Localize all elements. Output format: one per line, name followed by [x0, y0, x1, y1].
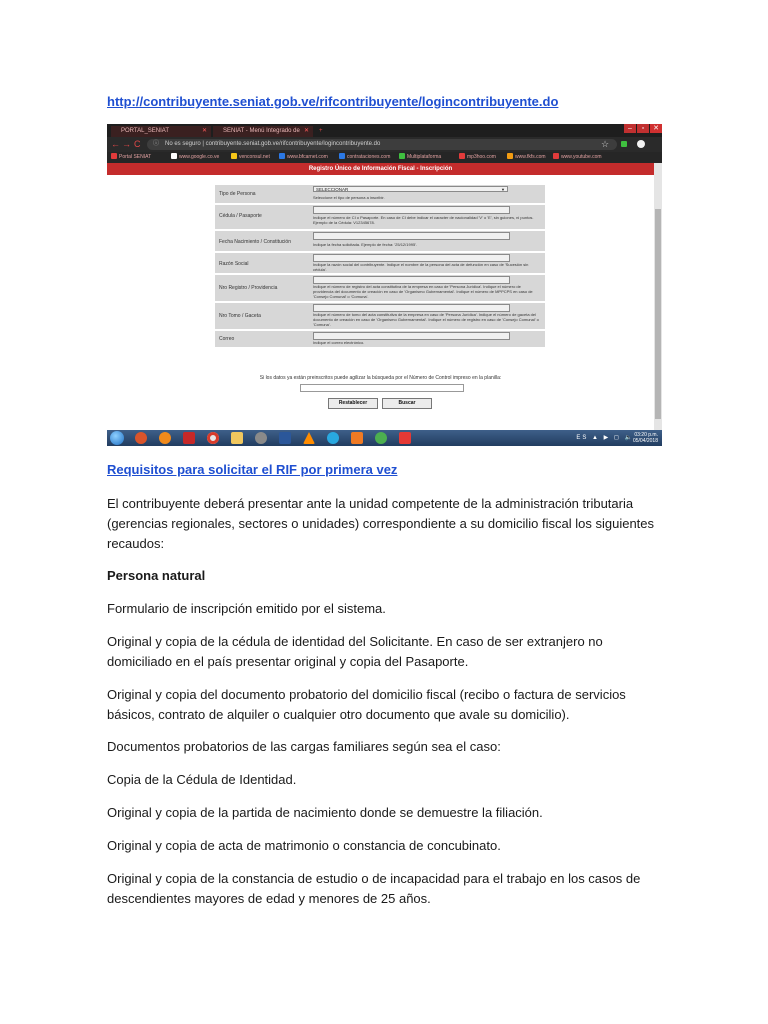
correo-input[interactable] — [313, 332, 510, 340]
bookmark-item[interactable] — [279, 153, 328, 162]
bookmark-label: www.youtube.com — [561, 154, 602, 160]
bookmark-favicon-icon — [111, 153, 117, 159]
tab-close-icon[interactable]: ✕ — [303, 128, 309, 134]
windows-taskbar — [107, 430, 662, 446]
bookmark-label: www.google.co.ve — [179, 154, 220, 160]
address-bar-row — [107, 137, 662, 152]
url-text: No es seguro | contribuyente.seniat.gob.ve/rifcontribuyente/logincontribuyente.do — [165, 141, 381, 147]
form-row-nro-tomo — [215, 303, 545, 329]
requirement-item: Documentos probatorios de las cargas familiares según sea el caso: — [107, 739, 501, 754]
word-icon[interactable] — [279, 432, 291, 444]
form-row-fecha — [215, 231, 545, 251]
bookmark-item[interactable] — [111, 153, 151, 162]
tab-seniat-menu[interactable] — [213, 126, 313, 137]
app-icon[interactable] — [375, 432, 387, 444]
reload-icon[interactable]: C — [134, 139, 141, 149]
back-arrow-icon[interactable]: ← — [111, 139, 120, 149]
forward-arrow-icon[interactable]: → — [122, 139, 131, 149]
fecha-input[interactable] — [313, 232, 510, 240]
bookmark-label: Multiplataforma — [407, 154, 442, 160]
field-label: Correo — [219, 336, 235, 342]
folder-icon[interactable] — [231, 432, 243, 444]
bookmark-favicon-icon — [553, 153, 559, 159]
minimize-button[interactable]: – — [624, 124, 636, 133]
bookmark-favicon-icon — [507, 153, 513, 159]
field-label: Nro Tomo / Gaceta — [219, 313, 261, 319]
control-number-input[interactable] — [300, 384, 464, 392]
system-tray[interactable]: ES ▲ ▶ ◻ 🔈 — [576, 435, 634, 441]
field-label: Nro Registro / Providencia — [219, 285, 278, 291]
app-icon[interactable] — [327, 432, 339, 444]
cedula-input[interactable] — [313, 206, 510, 214]
bookmark-label: contrataciones.com — [347, 154, 391, 160]
chevron-down-icon: ▼ — [501, 187, 505, 192]
bookmark-favicon-icon — [231, 153, 237, 159]
vlc-icon[interactable] — [303, 432, 315, 444]
bookmark-favicon-icon — [459, 153, 465, 159]
app-icon[interactable] — [351, 432, 363, 444]
firefox-icon[interactable] — [159, 432, 171, 444]
bookmarks-bar — [107, 152, 662, 163]
reset-button[interactable]: Restablecer — [328, 398, 378, 409]
bookmark-item[interactable] — [339, 153, 390, 162]
requirement-item: Original y copia del documento probatorio del domicilio fiscal (recibo o factura de servicios básicos, contrato de alquiler o cualquier otro documento que avale su domicilio). — [107, 687, 626, 722]
bookmark-favicon-icon — [399, 153, 405, 159]
new-tab-button[interactable]: + — [319, 128, 323, 134]
tab-label: SENIAT - Menú Integrado de — [223, 128, 300, 134]
section-title: Persona natural — [107, 568, 206, 583]
requirement-item: Copia de la Cédula de Identidad. — [107, 772, 297, 787]
profile-avatar-icon[interactable] — [637, 140, 645, 148]
select-value: SELECCIONAR — [316, 187, 349, 192]
start-button-icon[interactable] — [110, 431, 124, 445]
login-url-link[interactable]: http://contribuyente.seniat.gob.ve/rifcontribuyente/logincontribuyente.do — [107, 94, 559, 109]
field-label: Fecha Nacimiento / Constitución — [219, 239, 291, 245]
bookmark-item[interactable] — [171, 153, 219, 162]
bookmark-item[interactable] — [459, 153, 496, 162]
tab-portal-seniat[interactable] — [111, 126, 211, 137]
requirement-item: Original y copia de la partida de nacimiento donde se demuestre la filiación. — [107, 805, 543, 820]
tab-label: PORTAL_SENIAT — [121, 128, 170, 134]
field-hint: Indique la fecha solicitada. Ejemplo de fecha: '25/12/1995'. — [313, 242, 418, 247]
bookmark-item[interactable] — [553, 153, 602, 162]
requirement-item: Formulario de inscripción emitido por el sistema. — [107, 601, 386, 616]
requirement-item: Original y copia de acta de matrimonio o constancia de concubinato. — [107, 838, 501, 853]
bookmark-item[interactable] — [231, 153, 270, 162]
site-info-icon[interactable]: ⓘ — [153, 141, 160, 147]
bookmark-label: Portal SENIAT — [119, 154, 152, 160]
requirements-link[interactable]: Requisitos para solicitar el RIF por primera vez — [107, 462, 398, 477]
scrollbar-thumb[interactable] — [655, 209, 661, 419]
seniat-page-header: Registro Único de Información Fiscal - Inscripción — [107, 163, 654, 175]
nro-registro-input[interactable] — [313, 276, 510, 284]
maximize-button[interactable]: ▫ — [637, 124, 649, 133]
bookmark-favicon-icon — [279, 153, 285, 159]
form-row-cedula — [215, 205, 545, 229]
browser-tab-bar — [107, 124, 662, 137]
bookmark-favicon-icon — [339, 153, 345, 159]
razon-social-input[interactable] — [313, 254, 510, 262]
field-hint: Indique el correo electrónico. — [313, 340, 365, 345]
field-label: Tipo de Persona — [219, 191, 256, 197]
bookmark-item[interactable] — [507, 153, 546, 162]
form-row-razon-social — [215, 253, 545, 273]
bookmark-label: www.fkfs.com — [515, 154, 546, 160]
requirement-item: Original y copia de la cédula de identidad del Solicitante. En caso de ser extranjero no domiciliado en el país presentar original y copia del Pasaporte. — [107, 634, 603, 669]
tipo-persona-select[interactable] — [313, 186, 508, 192]
field-hint: Indique la razón social del contribuyente. Indique el nombre de la persona del acta de defunción en caso de 'Sucesión sin cédula'. — [313, 262, 529, 272]
control-number-note: Si los datos ya están preinscritos puede agilizar la búsqueda por el Número de Control impreso en la planilla: — [259, 375, 502, 381]
field-label: Razón Social — [219, 261, 249, 267]
chrome-icon[interactable] — [207, 432, 219, 444]
bookmark-star-icon[interactable]: ☆ — [601, 139, 610, 149]
close-window-button[interactable]: ✕ — [650, 124, 662, 133]
page-scrollbar[interactable] — [654, 163, 662, 430]
bookmark-label: www.bfcarnet.com — [287, 154, 328, 160]
clock-date: 05/04/2018 — [632, 438, 658, 444]
form-row-tipo-persona — [215, 185, 545, 203]
acrobat-icon[interactable] — [183, 432, 195, 444]
itunes-icon[interactable] — [255, 432, 267, 444]
search-button[interactable]: Buscar — [382, 398, 432, 409]
url-input[interactable] — [147, 139, 617, 150]
bookmark-item[interactable] — [399, 153, 441, 162]
clock-time: 03:20 p.m. — [634, 432, 658, 438]
field-label: Cédula / Pasaporte — [219, 213, 262, 219]
bookmark-favicon-icon — [171, 153, 177, 159]
bookmark-label: mp3hoo.com — [467, 154, 496, 160]
field-hint: Seleccione el tipo de persona a inscribir. — [313, 195, 385, 200]
field-hint: Indique el número de registro del acta constitutiva de la empresa en caso de 'Persona Jurídica'. Indique el número de providencia del documento de creación en caso de 'Organismo Gubernamental'. Indique el número de MPPCPS en caso de 'Consejo Comunal' o 'Comuna'. — [313, 284, 533, 299]
requirement-item: Original y copia de la constancia de estudio o de incapacidad para el trabajo en los casos de descendientes mayores de edad y menores de 25 años. — [107, 871, 641, 906]
browser-screenshot — [107, 124, 662, 446]
extension-icon[interactable] — [621, 141, 627, 147]
form-row-correo — [215, 331, 545, 347]
intro-paragraph: El contribuyente deberá presentar ante la unidad competente de la administración tributaria (gerencias regionales, sectores o unidades) correspondiente a su domicilio fiscal los siguientes recaudos: — [107, 496, 655, 551]
app-icon[interactable] — [399, 432, 411, 444]
field-hint: Indique el número de tomo del acta constitutiva de la empresa en caso de 'Persona Jurídica'. Indique el número de gaceta del documento de creación en caso de 'Organismo Gubernamental'. Indique el número de registro en caso de 'Consejo Comunal' o 'Comuna'. — [313, 312, 539, 327]
nro-tomo-input[interactable] — [313, 304, 510, 312]
opera-icon[interactable] — [135, 432, 147, 444]
tab-close-icon[interactable]: ✕ — [201, 128, 207, 134]
form-row-nro-registro — [215, 275, 545, 301]
seniat-form-page — [107, 175, 654, 430]
bookmark-label: venconsul.net — [239, 154, 270, 160]
field-hint: Indique el número de CI o Pasaporte. En caso de CI debe indicar el caracter de nacionalidad 'V' o 'E', sin guiones, ni puntos. Ejemplo de la Cédula: V12345678. — [313, 215, 534, 225]
taskbar-clock[interactable] — [633, 432, 658, 444]
